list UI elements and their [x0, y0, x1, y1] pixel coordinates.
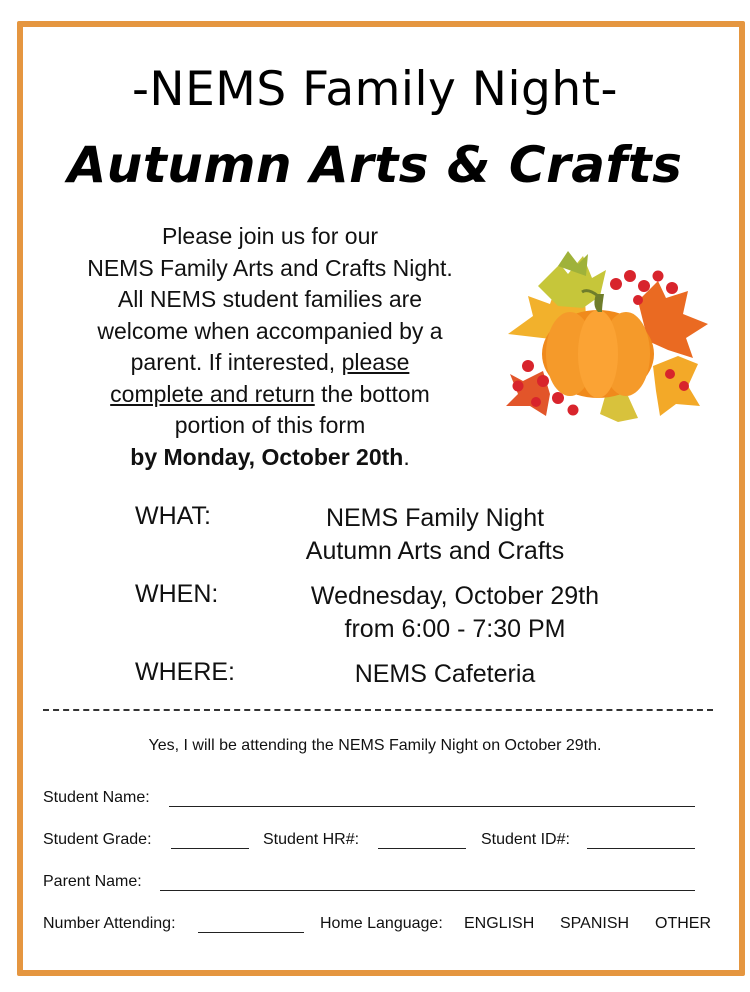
- language-option-other[interactable]: OTHER: [655, 915, 711, 932]
- when-line: Wednesday, October 29th: [310, 582, 600, 610]
- when-line: from 6:00 - 7:30 PM: [344, 615, 566, 643]
- title-line-1: -NEMS Family Night-: [131, 62, 619, 117]
- number-attending-field[interactable]: [198, 932, 304, 933]
- deadline: by Monday, October 20th: [130, 443, 404, 470]
- student-grade-field[interactable]: [171, 848, 249, 849]
- intro-paragraph: [40, 221, 500, 473]
- what-line: Autumn Arts and Crafts: [305, 537, 565, 565]
- intro-line: Please join us for our: [161, 223, 379, 249]
- language-option-spanish[interactable]: SPANISH: [560, 915, 630, 932]
- parent-name-label: Parent Name:: [43, 873, 142, 890]
- intro-line: All NEMS student families are: [117, 286, 423, 312]
- where-value: NEMS Cafeteria: [354, 660, 536, 688]
- intro-line: NEMS Family Arts and Crafts Night.: [87, 254, 453, 281]
- intro-underlined: complete and return: [110, 380, 315, 407]
- intro-line: portion of this form: [174, 412, 366, 438]
- intro-line: [40, 379, 500, 411]
- intro-line: [40, 347, 500, 379]
- when-label: WHEN:: [135, 580, 219, 608]
- title-line-2: Autumn Arts & Crafts: [67, 136, 683, 194]
- student-name-label: Student Name:: [43, 789, 150, 806]
- student-id-field[interactable]: [587, 848, 695, 849]
- what-value: [270, 502, 600, 568]
- student-id-label: Student ID#:: [481, 831, 570, 848]
- parent-name-field[interactable]: [160, 890, 695, 891]
- where-label: WHERE:: [135, 658, 235, 686]
- attendance-confirmation: Yes, I will be attending the NEMS Family Night on October 29th.: [148, 737, 602, 754]
- student-hr-label: Student HR#:: [263, 831, 360, 848]
- what-label: WHAT:: [135, 502, 211, 530]
- student-grade-label: Student Grade:: [43, 831, 152, 848]
- cut-line: [43, 709, 713, 711]
- language-option-english[interactable]: ENGLISH: [464, 915, 535, 932]
- number-attending-label: Number Attending:: [43, 915, 176, 932]
- intro-line: [40, 442, 500, 474]
- home-language-label: Home Language:: [320, 915, 443, 932]
- intro-underlined: please: [341, 349, 410, 375]
- pumpkin-leaves-illustration: [488, 246, 714, 436]
- when-value: [290, 580, 620, 646]
- intro-line: welcome when accompanied by a: [97, 317, 443, 344]
- student-name-field[interactable]: [169, 806, 695, 807]
- what-line: NEMS Family Night: [325, 504, 545, 532]
- intro-text: the bottom: [314, 380, 430, 407]
- student-hr-field[interactable]: [378, 848, 466, 849]
- intro-text: .: [403, 443, 410, 470]
- intro-text: parent. If interested,: [130, 349, 342, 375]
